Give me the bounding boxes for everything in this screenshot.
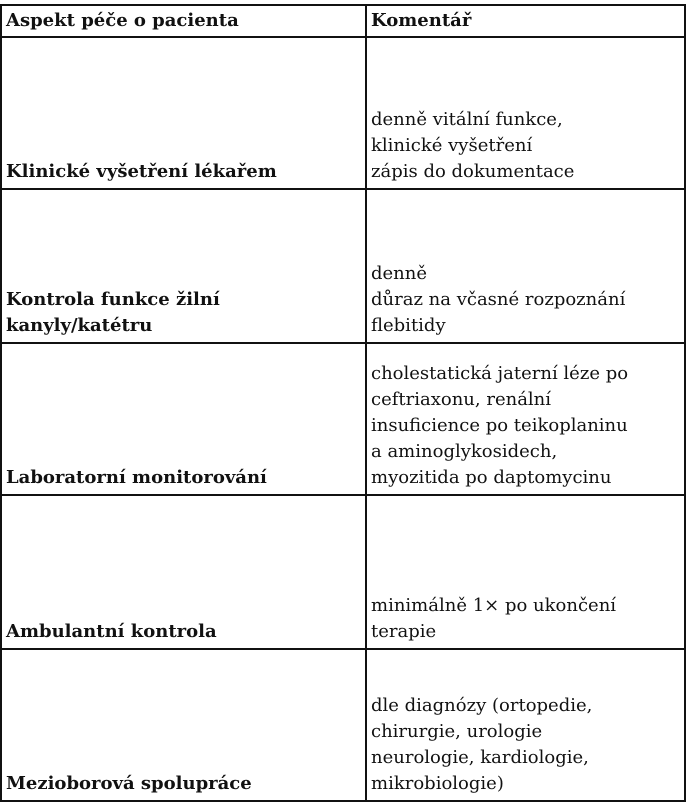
comment-line: myozitida po daptomycinu [371,467,612,488]
comment-cell [366,495,685,649]
comment-cell [366,343,685,495]
comment-line: denně [371,263,428,284]
aspect-cell [1,343,366,495]
column-header-comment: Komentář [366,5,685,37]
comment-line: zápis do dokumentace [371,161,575,182]
patient-care-table [0,4,686,802]
comment-line: insuficience po teikoplaninu [371,415,628,436]
aspect-cell [1,189,366,343]
comment-line: minimálně 1× po ukončení [371,595,617,616]
comment-line: flebitidy [371,315,446,336]
comment-line: mikrobiologie) [371,773,504,794]
table-row [1,37,685,189]
aspect-text: Kontrola funkce žilní [6,289,220,310]
aspect-cell [1,649,366,801]
comment-line: a aminoglykosidech, [371,441,558,462]
comment-line: denně vitální funkce, [371,109,563,130]
aspect-text: kanyly/katétru [6,315,153,336]
comment-line: terapie [371,621,437,642]
aspect-text: Mezioborová spolupráce [6,773,252,794]
comment-cell [366,189,685,343]
comment-line: neurologie, kardiologie, [371,747,589,768]
comment-cell [366,37,685,189]
comment-line: důraz na včasné rozpoznání [371,289,626,310]
column-header-aspect: Aspekt péče o pacienta [1,5,366,37]
aspect-text: Klinické vyšetření lékařem [6,161,277,182]
comment-line: dle diagnózy (ortopedie, [371,695,593,716]
comment-line: chirurgie, urologie [371,721,543,742]
comment-line: cholestatická jaterní léze po [371,363,629,384]
table-row [1,343,685,495]
aspect-text: Laboratorní monitorování [6,467,267,488]
table-row [1,189,685,343]
aspect-cell [1,37,366,189]
comment-cell [366,649,685,801]
aspect-cell [1,495,366,649]
table-row [1,649,685,801]
table-header-row [1,5,685,37]
table-row [1,495,685,649]
comment-line: klinické vyšetření [371,135,533,156]
comment-line: ceftriaxonu, renální [371,389,552,410]
aspect-text: Ambulantní kontrola [6,621,217,642]
